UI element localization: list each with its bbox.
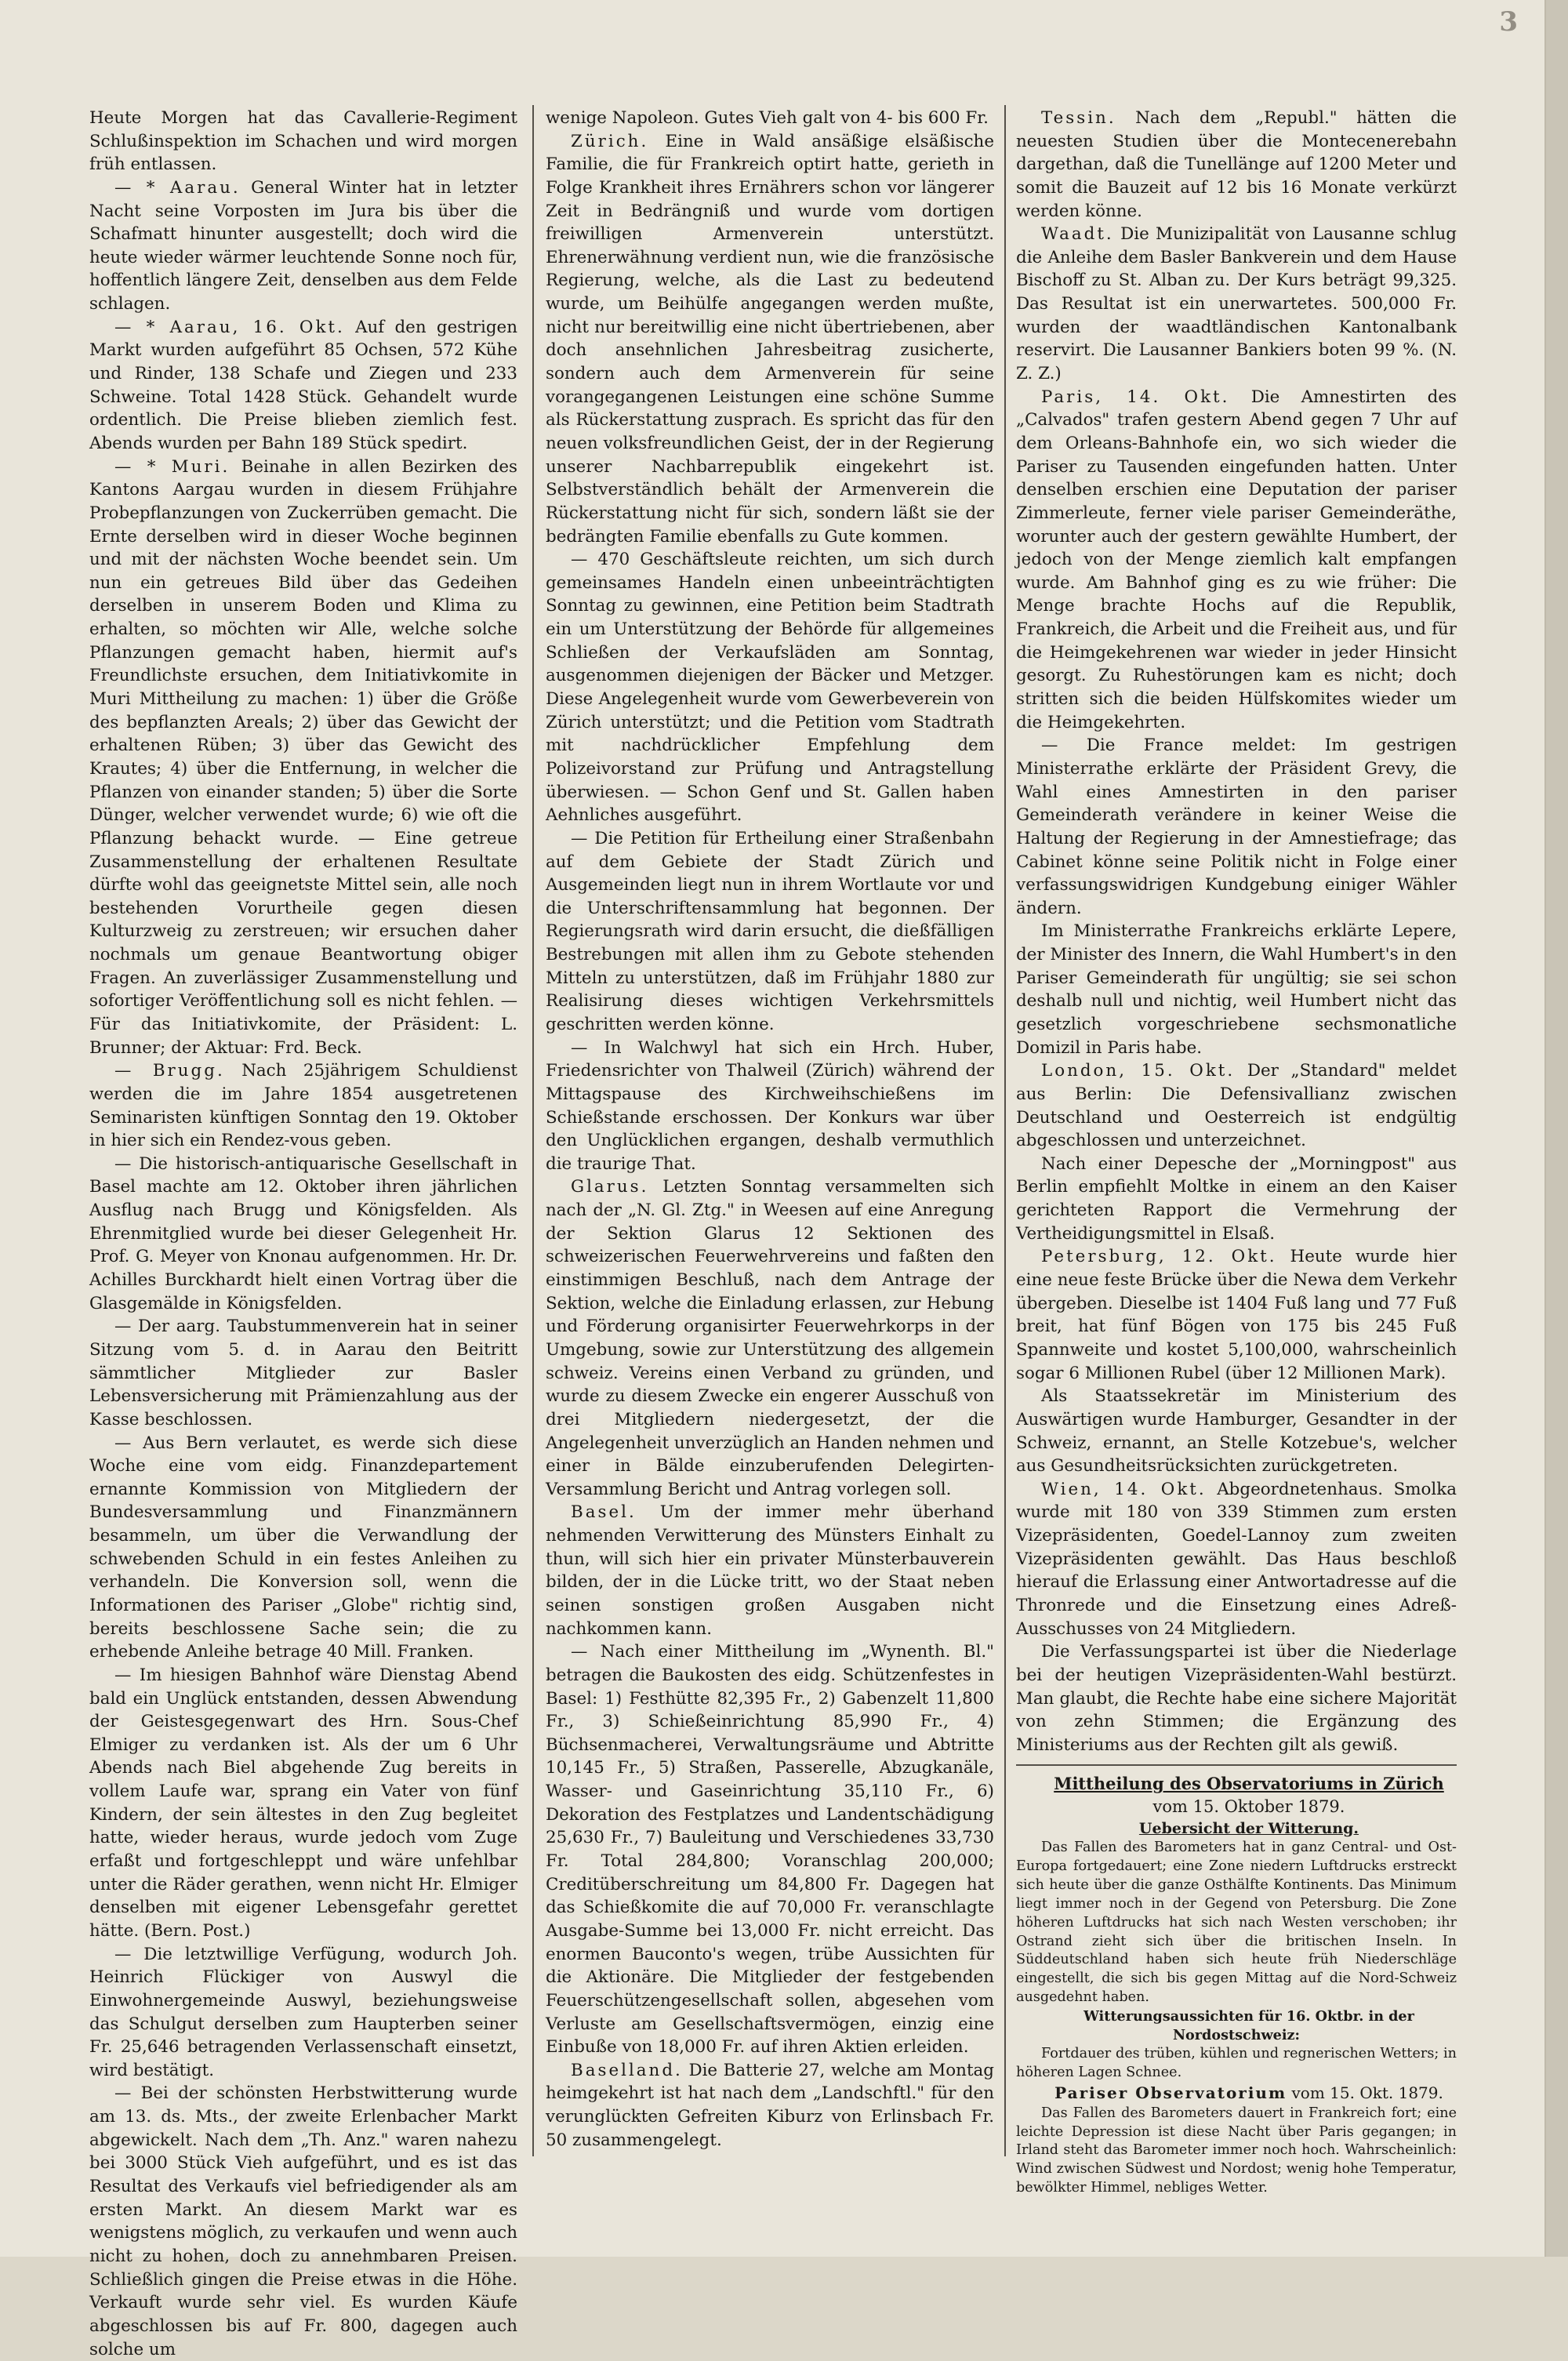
article-paragraph bbox=[89, 316, 517, 456]
article-paragraph bbox=[1016, 1245, 1457, 1385]
column-rule bbox=[1004, 105, 1006, 2156]
section-divider bbox=[1016, 1764, 1457, 1766]
forecast-heading: Witterungsaussichten für 16. Oktbr. in der Nordostschweiz: bbox=[1083, 2008, 1414, 2044]
article-paragraph bbox=[546, 1175, 994, 1501]
article-paragraph: — 470 Geschäftsleute reichten, um sich durch gemeinsames Handeln einen unbeeinträchtigten Sonntag zu gewinnen, eine Petition beim Stadtrath ein um Unterstützung der Behörde für allgemeines Schließen der Verkaufsläden am Sonntag, ausgenommen diejenigen der Bäcker und Metzger. Diese Angelegenheit wurde vom Gewerbeverein von Zürich unterstützt; und die Petition vom Stadtrath mit nachdrücklicher Empfehlung dem Polizeivorstand zur Prüfung und Antragstellung überwiesen. — Schon Genf und St. Gallen haben Aehnliches ausgeführt. bbox=[546, 550, 994, 826]
page-edge bbox=[1544, 0, 1568, 2257]
column-3 bbox=[1016, 107, 1457, 2196]
column-1 bbox=[89, 107, 518, 2359]
dateline: Waadt. bbox=[1041, 224, 1114, 245]
dateline: — Brugg. bbox=[114, 1061, 225, 1081]
column-rule bbox=[532, 105, 534, 2156]
article-text: Die Batterie 27, welche am Montag heimgekehrt ist hat nach dem „Landschftl." für den verunglückten Gefreiten Kiburz von Erlinsbach Fr. 50 zusammengelegt. bbox=[546, 2060, 994, 2150]
article-text: Abgeordnetenhaus. Smolka wurde mit 180 von 339 Stimmen zum ersten Vizepräsidenten, Goedel-Lannoy zum zweiten Vizepräsidenten gewählt. Das Haus beschloß hierauf die Erlassung einer Antwortadresse auf die Thronrede und die Einsetzung eines Adreß-Ausschusses von 24 Mitgliedern. bbox=[1016, 1479, 1457, 1639]
article-text: Beinahe in allen Bezirken des Kantons Aargau wurden in diesem Frühjahre Probepflanzungen von Zuckerrüben gemacht. Die Ernte derselben wird in dieser Woche beginnen und mit der nächsten Woche beendet sein. Um nun ein getreues Bild über das Gedeihen derselben in unserem Boden und Klima zu erhalten, so möchten wir Alle, welche solche Pflanzungen gemacht haben, hiermit auf's Freundlichste ersuchen, dem Initiativkomite in Muri Mittheilung zu machen: 1) über die Größe des bepflanzten Areals; 2) über das Gewicht der erhaltenen Rüben; 3) über das Gewicht des Krautes; 4) über die Entfernung, in welcher die Pflanzen von einander standen; 5) über die Sorte Dünger, welcher verwendet wurde; 6) wie oft die Pflanzung behackt wurde. — Eine getreue Zusammenstellung der erhaltenen Resultate dürfte wohl das geeignetste Mittel sein, alle noch bestehenden Vorurtheile gegen diesen Kulturzweig zu zerstreuen; wir ersuchen daher nochmals um genaue Beantwortung obiger Fragen. An zuverlässiger Zusammenstellung und sofortiger Veröffentlichung soll es nicht fehlen. — Für das Initiativkomite, der Präsident: L. Brunner; der Aktuar: Frd. Beck. bbox=[89, 456, 518, 1058]
article-text: Die Munizipalität von Lausanne schlug die Anleihe dem Basler Bankverein und dem Hause Bischoff zu St. Alban zu. Der Kurs beträgt 99,325. Das Resultat ist ein unerwartetes. 500,000 Fr. wurden der waadtländischen Kantonalbank reservirt. Die Lausanner Bankiers boten 99 %. (N. Z. Z.) bbox=[1016, 224, 1457, 384]
dateline: Basel. bbox=[571, 1502, 637, 1523]
forecast-text: Fortdauer des trüben, kühlen und regnerischen Wetters; in höheren Lagen Schnee. bbox=[1016, 2046, 1457, 2081]
weather-overview-heading: Uebersicht der Witterung. bbox=[1138, 1819, 1359, 1837]
article-paragraph bbox=[89, 456, 517, 1060]
article-paragraph: — Die Petition für Ertheilung einer Straßenbahn auf dem Gebiete der Stadt Zürich und Ausgemeinden liegt nun in ihrem Wortlaute vor und die Unterschriftensammlung hat begonnen. Der Regierungsrath wird darin ersucht, die dießfälligen Bestrebungen mit allen ihm zu Gebote stehenden Mitteln zu unterstützen, daß im Frühjahr 1880 zur Realisirung dieses wichtigen Verkehrsmittels geschritten werden könne. bbox=[546, 828, 994, 1034]
article-paragraph bbox=[546, 2059, 994, 2152]
dateline: Zürich. bbox=[571, 131, 649, 151]
article-text: Heute wurde hier eine neue feste Brücke über die Newa dem Verkehr übergeben. Dieselbe ist 1404 Fuß lang und 77 Fuß breit, hat fünf Bögen von 175 bis 245 Fuß Spannweite und kostet 5,100,000, wahrscheinlich sogar 6 Millionen Rubel (über 12 Millionen Mark). bbox=[1016, 1247, 1457, 1383]
dateline: — * Aarau, 16. Okt. bbox=[114, 317, 345, 337]
dateline: London, 15. Okt. bbox=[1041, 1061, 1236, 1081]
article-paragraph bbox=[1016, 386, 1457, 735]
paris-observatory-title: Pariser Observatorium bbox=[1054, 2083, 1287, 2102]
article-text: Nach 25jährigem Schuldienst werden die im Jahre 1854 ausgetretenen Seminaristen künftigen Sonntag den 19. Oktober in hier sich ein Rendez-vous geben. bbox=[89, 1061, 517, 1151]
article-text: Der „Standard" meldet aus Berlin: Die Defensivallianz zwischen Deutschland und Oesterreich ist endgültig abgeschlossen und unterzeichnet. bbox=[1016, 1061, 1457, 1151]
article-text: General Winter hat in letzter Nacht seine Vorposten im Jura bis über die Schafmatt hinunter ausgestellt; doch wird die heute wieder wärmer leuchtende Sonne noch für, hoffentlich längere Zeit, denselben aus dem Felde schlagen. bbox=[89, 177, 517, 314]
article-paragraph: — Im hiesigen Bahnhof wäre Dienstag Abend bald ein Unglück entstanden, dessen Abwendung der Geistesgegenwart des Hrn. Sous-Chef Elmiger zu verdanken ist. Als der um 6 Uhr Abends nach Biel abgehende Zug bereits in vollem Laufe war, sprang ein Vater von fünf Kindern, der sein ältestes in den Zug begleitet hatte, wieder heraus, wurde jedoch vom Zuge erfaßt und fortgeschleppt und wäre unfehlbar unter die Räder gerathen, wenn nicht Hr. Elmiger denselben mit eigener Lebensgefahr gerettet hätte. (Bern. Post.) bbox=[89, 1665, 517, 1941]
article-paragraph bbox=[89, 176, 517, 316]
article-paragraph: Als Staatssekretär im Ministerium des Auswärtigen wurde Hamburger, Gesandter in der Schweiz, ernannt, an Stelle Kotzebue's, welcher aus Gesundheitsrücksichten zurückgetreten. bbox=[1016, 1386, 1457, 1477]
article-paragraph bbox=[89, 1059, 517, 1153]
article-paragraph: — Die France meldet: Im gestrigen Ministerrathe erklärte der Präsident Grevy, die Wahl eines Amnestirten in den pariser Gemeinderath verändere in keiner Weise die Haltung der Regierung in der Amnestiefrage; das Cabinet könne seine Politik nicht in Folge einer verfassungswidrigen Kundgebung einiger Wähler ändern. bbox=[1016, 736, 1457, 918]
article-paragraph bbox=[546, 130, 994, 549]
paris-observatory-text: Das Fallen des Barometers dauert in Frankreich fort; eine leichte Depression ist diese Nacht über Paris gegangen; in Irland steht das Barometer immer noch hoch. Wahrscheinlich: Wind zwischen Südwest und Nordost; wenig hohe Temperatur, bewölkter Himmel, nebliges Wetter. bbox=[1016, 2105, 1457, 2196]
dateline: — * Aarau. bbox=[114, 177, 241, 198]
article-paragraph: Heute Morgen hat das Cavallerie-Regiment Schlußinspektion im Schachen und wird morgen früh entlassen. bbox=[89, 108, 517, 175]
article-text: Nach dem „Republ." hätten die neuesten Studien über die Montecenerebahn dargethan, daß die Tunellänge auf 1200 Meter und somit die Bauzeit auf 12 bis 16 Monate verkürzt werden könne. bbox=[1016, 108, 1457, 221]
article-text: Letzten Sonntag versammelten sich nach der „N. Gl. Ztg." in Weesen auf eine Anregung der Sektion Glarus 12 Sektionen des schweizerischen Feuerwehrvereins und faßten den einstimmigen Beschluß, nach dem Antrage der Sektion, welche die Einladung erlassen, zur Hebung und Förderung organisirter Feuerwehrkorps in der Umgebung, sowie zur Unterstützung des allgemein schweiz. Vereins einen Verband zu gründen, und wurde zu diesem Zwecke ein engerer Ausschuß von drei Mitgliedern niedergesetzt, der die Angelegenheit unverzüglich an Handen nehmen und einer in Bälde einzuberufenden Delegirten-Versammlung Bericht und Antrag vorlegen soll. bbox=[546, 1177, 994, 1499]
dateline: Tessin. bbox=[1041, 108, 1116, 128]
article-paragraph: — Aus Bern verlautet, es werde sich diese Woche eine vom eidg. Finanzdepartement ernannte Kommission von Mitgliedern der Bundesversammlung und Finanzmännern besammeln, um über die Verwandlung der schwebenden Schuld in ein festes Anleihen zu verhandeln. Die Konversion soll, wenn die Informationen des Pariser „Globe" richtig sind, bereits beschlossene Sache sein; die zu erhebende Anleihe betrage 40 Mill. Franken. bbox=[89, 1433, 517, 1662]
article-text: Auf den gestrigen Markt wurden aufgeführt 85 Ochsen, 572 Kühe und Rinder, 138 Schafe und Ziegen und 233 Schweine. Total 1428 Stück. Gehandelt wurde ordentlich. Die Preise blieben ziemlich fest. Abends wurden per Bahn 189 Stück spedirt. bbox=[89, 317, 517, 453]
article-paragraph: Im Ministerrathe Frankreichs erklärte Lepere, der Minister des Innern, die Wahl Humbert's in den Pariser Gemeinderath für ungültig; sie sei schon deshalb null und nichtig, weil Humbert nicht das gesetzlich vorgeschriebene sechsmonatliche Domizil in Paris habe. bbox=[1016, 921, 1457, 1058]
article-paragraph bbox=[1016, 1478, 1457, 1640]
dateline: Paris, 14. Okt. bbox=[1041, 387, 1230, 407]
paris-observatory-heading bbox=[1016, 2083, 1457, 2105]
article-paragraph bbox=[1016, 223, 1457, 385]
dateline: Baselland. bbox=[571, 2060, 683, 2080]
dateline: Petersburg, 12. Okt. bbox=[1041, 1247, 1277, 1267]
article-paragraph bbox=[1016, 107, 1457, 223]
paper-stain bbox=[1380, 972, 1427, 1004]
article-paragraph bbox=[546, 1501, 994, 1640]
article-paragraph: Nach einer Depesche der „Morningpost" aus Berlin empfiehlt Moltke in einem an den Kaiser gerichteten Rapport die Vermehrung der Vertheidigungsmittel in Elsaß. bbox=[1016, 1153, 1457, 1244]
article-paragraph: — Bei der schönsten Herbstwitterung wurde am 13. ds. Mts., der zweite Erlenbacher Markt abgewickelt. Nach dem „Th. Anz." waren nahezu bei 3000 Stück Vieh aufgeführt, und es ist das Resultat des Verkaufs viel befriedigender als am ersten Markt. An diesem Markt war es wenigstens möglich, zu verkaufen und wenn auch nicht zu hohen, doch zu annehmbaren Preisen. Schließlich gingen die Preise etwas in die Höhe. Verkauft wurde sehr viel. Es wurden Käufe abgeschlossen bis auf Fr. 800, dagegen auch solche um bbox=[89, 2083, 517, 2359]
weather-overview-text: Das Fallen des Barometers hat in ganz Central- und Ost-Europa fortgedauert; eine Zone niedern Luftdrucks erstreckt sich heute über die ganze Osthälfte Kontinents. Das Minimum liegt immer noch in der Gegend von Petersburg. Die Zone höheren Luftdrucks hat sich nach Westen verschoben; ihr Ostrand zieht sich über die britischen Inseln. In Süddeutschland haben sich heute früh Niederschläge eingestellt, die sich bis gegen Mittag auf die Nord-Schweiz ausgedehnt haben. bbox=[1016, 1839, 1457, 2006]
observatory-title: Mittheilung des Observatoriums in Zürich bbox=[1054, 1774, 1444, 1794]
article-text: Um der immer mehr überhand nehmenden Verwitterung des Münsters Einhalt zu thun, will sich hier ein privater Münsterbauverein bilden, der in die Lücke tritt, wo der Staat neben seinen sonstigen großen Ausgaben nicht nachkommen kann. bbox=[546, 1502, 994, 1639]
article-paragraph bbox=[1016, 1059, 1457, 1153]
article-paragraph: — Die letztwillige Verfügung, wodurch Joh. Heinrich Flückiger von Auswyl die Einwohnergemeinde Auswyl, beziehungsweise das Schulgut derselben zum Haupterben seiner Fr. 25,646 betragenden Verlassenschaft einsetzt, wird bestätigt. bbox=[89, 1944, 517, 2080]
dateline: Glarus. bbox=[571, 1177, 649, 1197]
observatory-date: vom 15. Oktober 1879. bbox=[1152, 1796, 1345, 1816]
article-paragraph: wenige Napoleon. Gutes Vieh galt von 4- bis 600 Fr. bbox=[546, 108, 989, 128]
paris-observatory-date: vom 15. Okt. 1879. bbox=[1291, 2083, 1443, 2102]
article-paragraph: — Die historisch-antiquarische Gesellschaft in Basel machte am 12. Oktober ihren jährlichen Ausflug nach Brugg und Königsfelden. Als Ehrenmitglied wurde bei dieser Gelegenheit Hr. Prof. G. Meyer von Knonau aufgenommen. Hr. Dr. Achilles Burckhardt hielt einen Vortrag über die Glasgemälde in Königsfelden. bbox=[89, 1153, 517, 1313]
article-text: Eine in Wald ansäßige elsäßische Familie, die für Frankreich optirt hatte, gerieth in Folge Krankheit ihres Ernährers schon vor längerer Zeit in Bedrängniß und wurde vom dortigen freiwilligen Armenverein unterstützt. Ehrenerwähnung verdient nun, wie die französische Regierung, welche, als die Last zu bedeutend wurde, um Beihülfe angegangen werden mußte, nicht nur bereitwillig eine nicht übertriebenen, aber doch ansehnlichen Jahresbeitrag zusicherte, sondern auch dem Armenverein für seine vorangegangenen Leistungen eine schöne Summe als Rückerstattung zusprach. Es spricht das für den neuen volksfreundlichen Geist, der in der Regierung unserer Nachbarrepublik eingekehrt ist. Selbstverständlich behält der Armenverein die Rückerstattung nicht für sich, sondern läßt sie der bedrängten Familie ebenfalls zu Gute kommen. bbox=[546, 131, 994, 547]
article-paragraph: — Nach einer Mittheilung im „Wynenth. Bl." betragen die Baukosten des eidg. Schützenfestes in Basel: 1) Festhütte 82,395 Fr., 2) Gabenzelt 11,800 Fr., 3) Schießeinrichtung 85,990 Fr., 4) Büchsenmacherei, Verwaltungsräume und Abtritte 10,145 Fr., 5) Straßen, Passerelle, Abzugkanäle, Wasser- und Gaseinrichtung 35,110 Fr., 6) Dekoration des Festplatzes und Landentschädigung 25,630 Fr., 7) Bauleitung und Verschiedenes 33,730 Fr. Total 284,800; Voranschlag 200,000; Creditüberschreitung um 84,800 Fr. Dagegen hat das Schießkomite die auf 70,000 Fr. veranschlagte Ausgabe-Summe bei 13,000 Fr. nicht erreicht. Das enormen Bauconto's wegen, trübe Aussichten für die Aktionäre. Die Mitglieder der festgebenden Feuerschützengesellschaft sollen, abgesehen vom Verluste am Gesellschaftsvermögen, einzig eine Einbuße von 18,000 Fr. auf ihren Aktien erleiden. bbox=[546, 1642, 994, 2058]
page-number: 3 bbox=[1499, 6, 1518, 38]
article-paragraph: — In Walchwyl hat sich ein Hrch. Huber, Friedensrichter von Thalweil (Zürich) während der Mittagspause des Kirchweihschießens im Schießstande erschossen. Der Konkurs war über den Unglücklichen ergangen, deshalb vermuthlich die traurige That. bbox=[546, 1037, 994, 1174]
article-text: Die Amnestirten des „Calvados" trafen gestern Abend gegen 7 Uhr auf dem Orleans-Bahnhofe ein, wo sich wieder die Pariser zu Tausenden eingefunden hatten. Unter denselben erschien eine Deputation der pariser Zimmerleute, ferner viele pariser Gemeinderäthe, worunter auch der gestern gewählte Humbert, der jedoch von der Menge ziemlich kalt empfangen wurde. Am Bahnhof ging es zu wie früher: Die Menge brachte Hochs auf die Republik, Frankreich, die Arbeit und die Freiheit aus, und für die Heimgekehrenen war wieder in jeder Hinsicht gesorgt. Zu Ruhestörungen kam es nicht; doch stritten sich die beiden Hülfskomites wieder um die Heimgekehrten. bbox=[1016, 387, 1457, 732]
paper-stain bbox=[282, 2109, 321, 2133]
article-paragraph: Die Verfassungspartei ist über die Niederlage bei der heutigen Vizepräsidenten-Wahl bestürzt. Man glaubt, die Rechte habe eine sichere Majorität von zehn Stimmen; die Ergänzung des Ministeriums aus der Rechten gilt als gewiß. bbox=[1016, 1642, 1457, 1755]
dateline: — * Muri. bbox=[114, 456, 230, 477]
dateline: Wien, 14. Okt. bbox=[1041, 1479, 1207, 1499]
article-paragraph: — Der aarg. Taubstummenverein hat in seiner Sitzung vom 5. d. in Aarau den Beitritt sämmtlicher Mitglieder zur Basler Lebensversicherung mit Prämienzahlung aus der Kasse beschlossen. bbox=[89, 1317, 517, 1429]
column-2 bbox=[546, 107, 994, 2177]
